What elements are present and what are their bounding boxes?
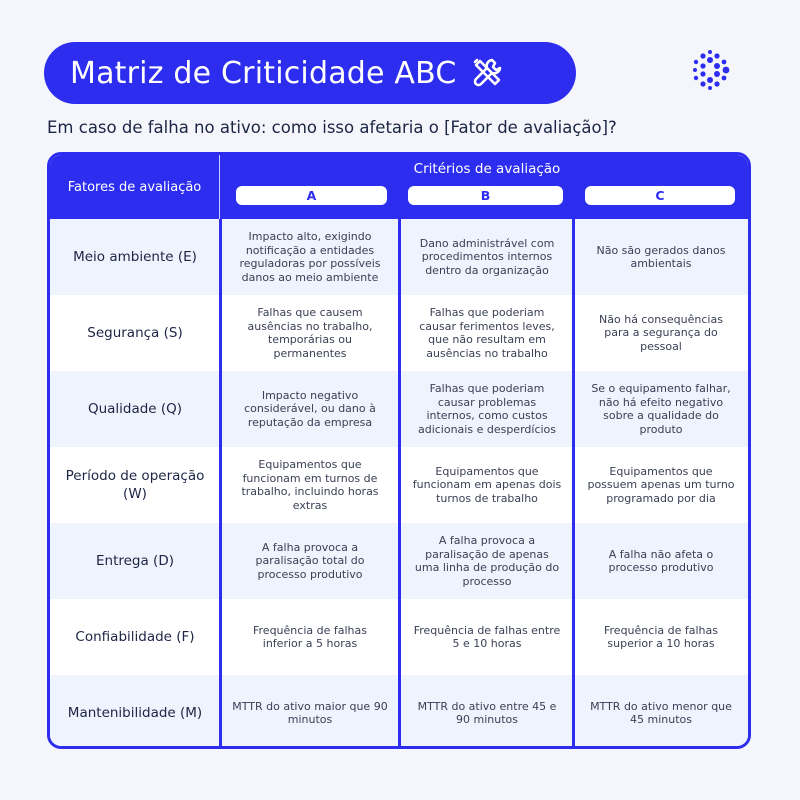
criterion-a: Frequência de falhas inferior a 5 horas — [253, 623, 367, 650]
criterion-c: Equipamentos que possuem apenas um turno programado por dia — [587, 464, 735, 505]
factor-label: Qualidade (Q) — [87, 401, 183, 417]
criteria-header: Critérios de avaliação — [413, 161, 561, 177]
factor-label: Segurança (S) — [87, 325, 183, 341]
criterion-b: Falhas que poderiam causar problemas internos, como custos adicionais e desperdícios — [417, 382, 557, 436]
tools-icon — [471, 56, 505, 90]
dots-logo-icon — [688, 48, 732, 92]
criterion-a: Impacto negativo considerável, ou dano à reputação da empresa — [244, 388, 376, 429]
criterion-b: Equipamentos que funcionam em apenas dois turnos de trabalho — [412, 464, 562, 505]
criterion-c: MTTR do ativo menor que 45 minutos — [590, 699, 732, 726]
factor-label: Meio ambiente (E) — [73, 249, 197, 265]
column-divider — [219, 219, 222, 746]
criterion-a: MTTR do ativo maior que 90 minutos — [232, 699, 388, 726]
column-c-label: C — [585, 186, 735, 205]
criterion-a: Equipamentos que funcionam em turnos de trabalho, incluindo horas extras — [241, 458, 379, 512]
criterion-c: Não há consequências para a segurança do pessoal — [599, 312, 723, 353]
page-title: Matriz de Criticidade ABC — [70, 55, 457, 91]
matrix-header — [50, 155, 748, 219]
column-divider — [398, 219, 401, 746]
factor-label: Mantenibilidade (M) — [67, 705, 203, 721]
subtitle: Em caso de falha no ativo: como isso afetaria o [Fator de avaliação]? — [47, 118, 617, 137]
criterion-c: Não são gerados danos ambientais — [596, 243, 726, 270]
factors-header: Fatores de avaliação — [50, 155, 220, 219]
factor-label: Entrega (D) — [95, 553, 174, 569]
criterion-c: Frequência de falhas superior a 10 horas — [604, 623, 718, 650]
criterion-c: Se o equipamento falhar, não há efeito negativo sobre a qualidade do produto — [591, 382, 731, 436]
criterion-a: A falha provoca a paralisação total do processo produtivo — [255, 540, 365, 581]
column-b-label: B — [408, 186, 563, 205]
factor-label: Período de operação (W) — [65, 468, 205, 502]
criterion-a: Falhas que causem ausências no trabalho, temporárias ou permanentes — [247, 306, 373, 360]
criterion-b: Falhas que poderiam causar ferimentos leves, que não resultam em ausências no trabalho — [419, 306, 555, 360]
column-a-label: A — [236, 186, 387, 205]
criterion-b: Frequência de falhas entre 5 e 10 horas — [413, 623, 561, 650]
criterion-b: Dano administrável com procedimentos internos dentro da organização — [419, 236, 555, 277]
column-divider — [572, 219, 575, 746]
factor-label: Confiabilidade (F) — [75, 629, 195, 645]
criterion-c: A falha não afeta o processo produtivo — [608, 547, 714, 574]
criticality-matrix — [47, 152, 751, 749]
title-banner — [44, 42, 576, 104]
criterion-b: A falha provoca a paralisação de apenas uma linha de produção do processo — [414, 534, 560, 588]
criterion-b: MTTR do ativo entre 45 e 90 minutos — [417, 699, 557, 726]
criterion-a: Impacto alto, exigindo notificação a entidades reguladoras por possíveis danos ao meio ambiente — [239, 230, 381, 284]
